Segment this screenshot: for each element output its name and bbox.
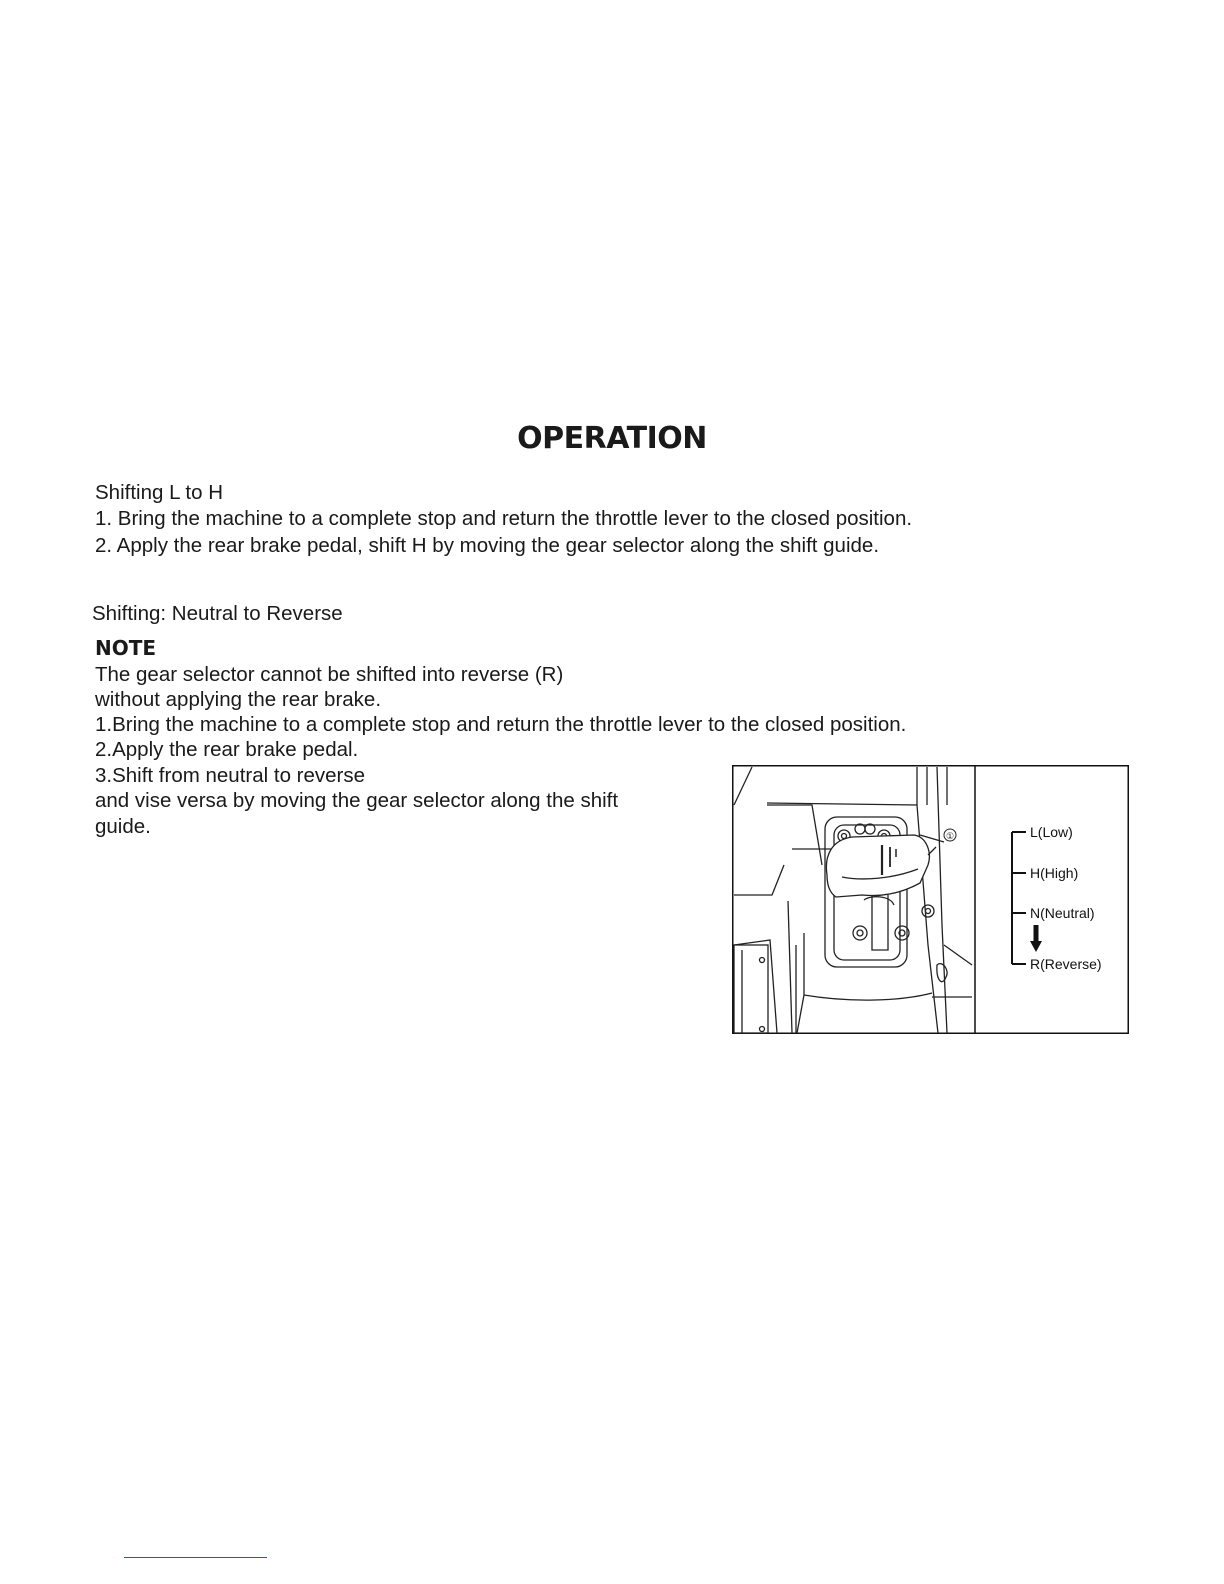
n-to-r-step-3-cont-1: and vise versa by moving the gear selector along the shift — [95, 789, 619, 812]
gear-label-high: H(High) — [1030, 865, 1079, 881]
page-title: OPERATION — [517, 421, 707, 456]
gear-label-low: L(Low) — [1030, 824, 1073, 840]
section-heading-n-to-r: Shifting: Neutral to Reverse — [92, 602, 343, 625]
n-to-r-step-3-cont-2: guide. — [95, 815, 151, 838]
l-to-h-step-1: 1. Bring the machine to a complete stop and return the throttle lever to the closed position. — [95, 507, 913, 530]
gear-label-neutral: N(Neutral) — [1030, 905, 1095, 921]
gear-selector-figure — [732, 765, 1129, 1034]
note-line-2: without applying the rear brake. — [95, 688, 382, 711]
gear-label-reverse: R(Reverse) — [1030, 956, 1102, 972]
n-to-r-step-2: 2.Apply the rear brake pedal. — [95, 738, 359, 761]
footer-rule — [124, 1557, 267, 1558]
n-to-r-step-1: 1.Bring the machine to a complete stop and return the throttle lever to the closed position. — [95, 713, 907, 736]
callout-label: ① — [945, 831, 955, 841]
note-line-1: The gear selector cannot be shifted into reverse (R) — [95, 663, 564, 686]
n-to-r-step-3: 3.Shift from neutral to reverse — [95, 764, 366, 787]
note-label: NOTE — [95, 636, 157, 660]
gear-selector-illustration — [732, 765, 1129, 1034]
section-heading-l-to-h: Shifting L to H — [95, 481, 224, 504]
l-to-h-step-2: 2. Apply the rear brake pedal, shift H by moving the gear selector along the shift guide. — [95, 534, 880, 557]
